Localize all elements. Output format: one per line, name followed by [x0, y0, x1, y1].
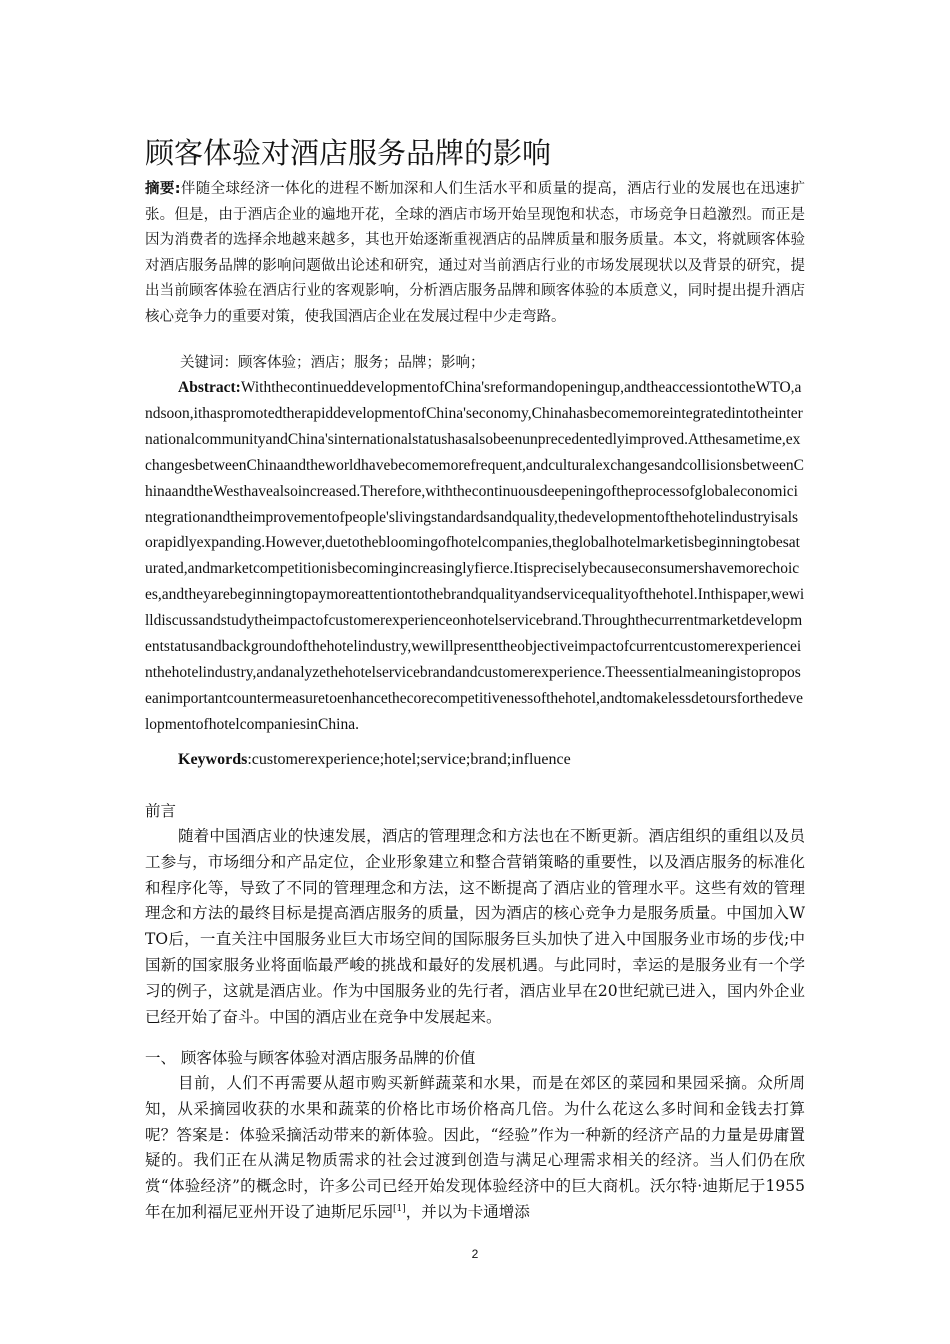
section1-text-after: ，并以为卡通增添 [405, 1202, 530, 1221]
abstract-cn-label: 摘要: [145, 181, 181, 197]
citation-marker: [1] [393, 1203, 406, 1214]
abstract-en [145, 375, 805, 738]
preface-heading: 前言 [145, 802, 177, 820]
abstract-cn [145, 177, 805, 330]
section1-paragraph [145, 1071, 805, 1226]
page-number: 2 [471, 1247, 479, 1261]
document-title: 顾客体验对酒店服务品牌的影响 [145, 136, 552, 170]
keywords-en-text: :customerexperience;hotel;service;brand;influence [247, 751, 571, 768]
section1-heading: 一、 顾客体验与顾客体验对酒店服务品牌的价值 [145, 1049, 476, 1067]
abstract-cn-text: 伴随全球经济一体化的进程不断加深和人们生活水平和质量的提高，酒店行业的发展也在迅速扩张。但是，由于酒店企业的遍地开花，全球的酒店市场开始呈现饱和状态，市场竞争日趋激烈。而正是因为消费者的选择余地越来越多，其也开始逐渐重视酒店的品牌质量和服务质量。本文，将就顾客体验对酒店服务品牌的影响问题做出论述和研究，通过对当前酒店行业的市场发展现状以及背景的研究，提出当前顾客体验在酒店行业的客观影响，分析酒店服务品牌和顾客体验的本质意义，同时提出提升酒店核心竞争力的重要对策，使我国酒店企业在发展过程中少走弯路。 [145, 181, 805, 325]
section1-text: 目前，人们不再需要从超市购买新鲜蔬菜和水果，而是在郊区的菜园和果园采摘。众所周知，从采摘园收获的水果和蔬菜的价格比市场价格高几倍。为什么花这么多时间和金钱去打算呢？答案是：体验采摘活动带来的新体验。因此，“经验”作为一种新的经济产品的力量是毋庸置疑的。我们正在从满足物质需求的社会过渡到创造与满足心理需求相关的经济。当人们仍在欣赏“体验经济”的概念时，许多公司已经开始发现体验经济中的巨大商机。沃尔特·迪斯尼于1955年在加利福尼亚州开设了迪斯尼乐园 [145, 1074, 805, 1221]
preface-paragraph: 随着中国酒店业的快速发展，酒店的管理理念和方法也在不断更新。酒店组织的重组以及员工参与，市场细分和产品定位，企业形象建立和整合营销策略的重要性，以及酒店服务的标准化和程序化等，导致了不同的管理理念和方法，这不断提高了酒店业的管理水平。这些有效的管理理念和方法的最终目标是提高酒店服务的质量，因为酒店的核心竞争力是服务质量。中国加入WTO后，一直关注中国服务业巨大市场空间的国际服务巨头加快了进入中国服务业市场的步伐;中国新的国家服务业将面临最严峻的挑战和最好的发展机遇。与此同时，幸运的是服务业有一个学习的例子，这就是酒店业。作为中国服务业的先行者，酒店业早在20世纪就已进入，国内外企业已经开始了奋斗。中国的酒店业在竞争中发展起来。 [145, 827, 805, 1026]
keywords-en [178, 748, 798, 772]
keywords-cn: 关键词：顾客体验；酒店；服务；品牌；影响； [180, 355, 485, 371]
keywords-en-label: Keywords [178, 751, 248, 768]
abstract-en-text: WiththecontinueddevelopmentofChina'sreformandopeningup,andtheaccessiontotheWTO,andsoon,ithaspromotedtherapiddevelopmentofChina'seconomy,ChinahasbecomemoreintegratedintotheinternationalcommunityandChina'sinternationalstatushasalsobeenunprecedentedlyimproved.Atthesametime,exchangesbetweenChinaandtheworldhavebecomemorefrequent,andculturalexchangesandcollisionsbetweenChinaandtheWesthavealsoincreased.Therefore,withthecontinuousdeepeningoftheprocessofglobaleconomicintegrationandtheimprovementofpeople'slivingstandardsandquality,thedevelopmentofthehotelindustryisalsorapidlyexpanding.However,duetothebloomingofhotelcompanies,theglobalhotelmarketisbeginningtobesaturated,andmarketcompetitionisbecomingincreasinglyfierce.Itispreciselybecauseconsumershavemorechoices,andtheyarebeginningtopaymoreattentiontothebrandqualityandservicequalityofthehotel.Inthispaper,wewilldiscussandstudytheimpactofcustomerexperienceonhotelservicebrand.Throughthecurrentmarketdevelopmentstatusandbackgroundofthehotelindustry,wewillpresenttheobjectiveimpactofcurrentcustomerexperienceinthehotelindustry,andanalyzethehotelservicebrandandcustomerexperience.Theessentialmeaningistoproposeanimportantcountermeasuretoenhancethecorecompetitivenessofthehotel,andtomakelessdetoursforthedevelopmentofhotelcompaniesinChina. [145, 379, 805, 733]
abstract-en-label: Abstract: [178, 379, 241, 396]
